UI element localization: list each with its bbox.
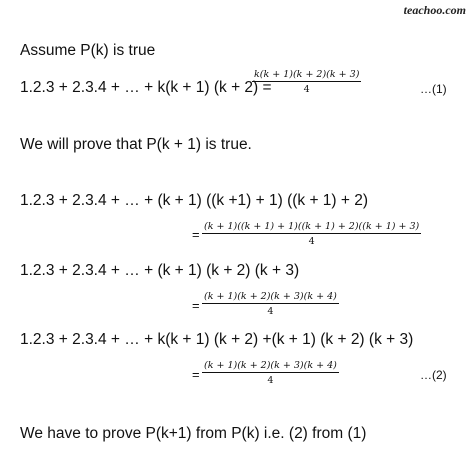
equation-ref-1: …(1) xyxy=(420,82,447,96)
equation-2-denominator: 4 xyxy=(308,236,315,247)
equation-2-fraction xyxy=(202,221,421,247)
conclusion-statement: We have to prove P(k+1) from P(k) i.e. (2) from (1) xyxy=(20,425,367,442)
equation-ref-2: …(2) xyxy=(420,368,447,382)
equation-3-equals: = xyxy=(192,298,200,313)
assume-statement: Assume P(k) is true xyxy=(20,42,156,59)
equation-3-numerator: (k + 1)(k + 2)(k + 3)(k + 4) xyxy=(204,291,337,302)
equation-2-lhs: 1.2.3 + 2.3.4 + … + (k + 1) ((k +1) + 1) ((k + 1) + 2) xyxy=(20,192,369,209)
equation-2-equals: = xyxy=(192,227,200,242)
equation-2-numerator: (k + 1)((k + 1) + 1)((k + 1) + 2)((k + 1) + 3) xyxy=(204,221,420,232)
equation-1-lhs: 1.2.3 + 2.3.4 + … + k(k + 1) (k + 2) = xyxy=(20,79,272,96)
equation-4-fraction xyxy=(202,360,339,386)
prove-statement: We will prove that P(k + 1) is true. xyxy=(20,136,252,153)
brand-logo: teachoo.com xyxy=(403,3,466,17)
equation-4-numerator: (k + 1)(k + 2)(k + 3)(k + 4) xyxy=(204,360,337,371)
equation-3-fraction xyxy=(202,291,339,317)
equation-1-denominator: 4 xyxy=(303,84,310,95)
equation-4-equals: = xyxy=(192,367,200,382)
equation-3-lhs: 1.2.3 + 2.3.4 + … + (k + 1) (k + 2) (k + 3) xyxy=(20,262,300,279)
equation-4-denominator: 4 xyxy=(267,375,274,386)
equation-1-fraction xyxy=(252,69,361,95)
equation-1-numerator: k(k + 1)(k + 2)(k + 3) xyxy=(254,69,360,80)
equation-3-denominator: 4 xyxy=(267,306,274,317)
equation-4-lhs: 1.2.3 + 2.3.4 + … + k(k + 1) (k + 2) +(k + 1) (k + 2) (k + 3) xyxy=(20,331,414,348)
